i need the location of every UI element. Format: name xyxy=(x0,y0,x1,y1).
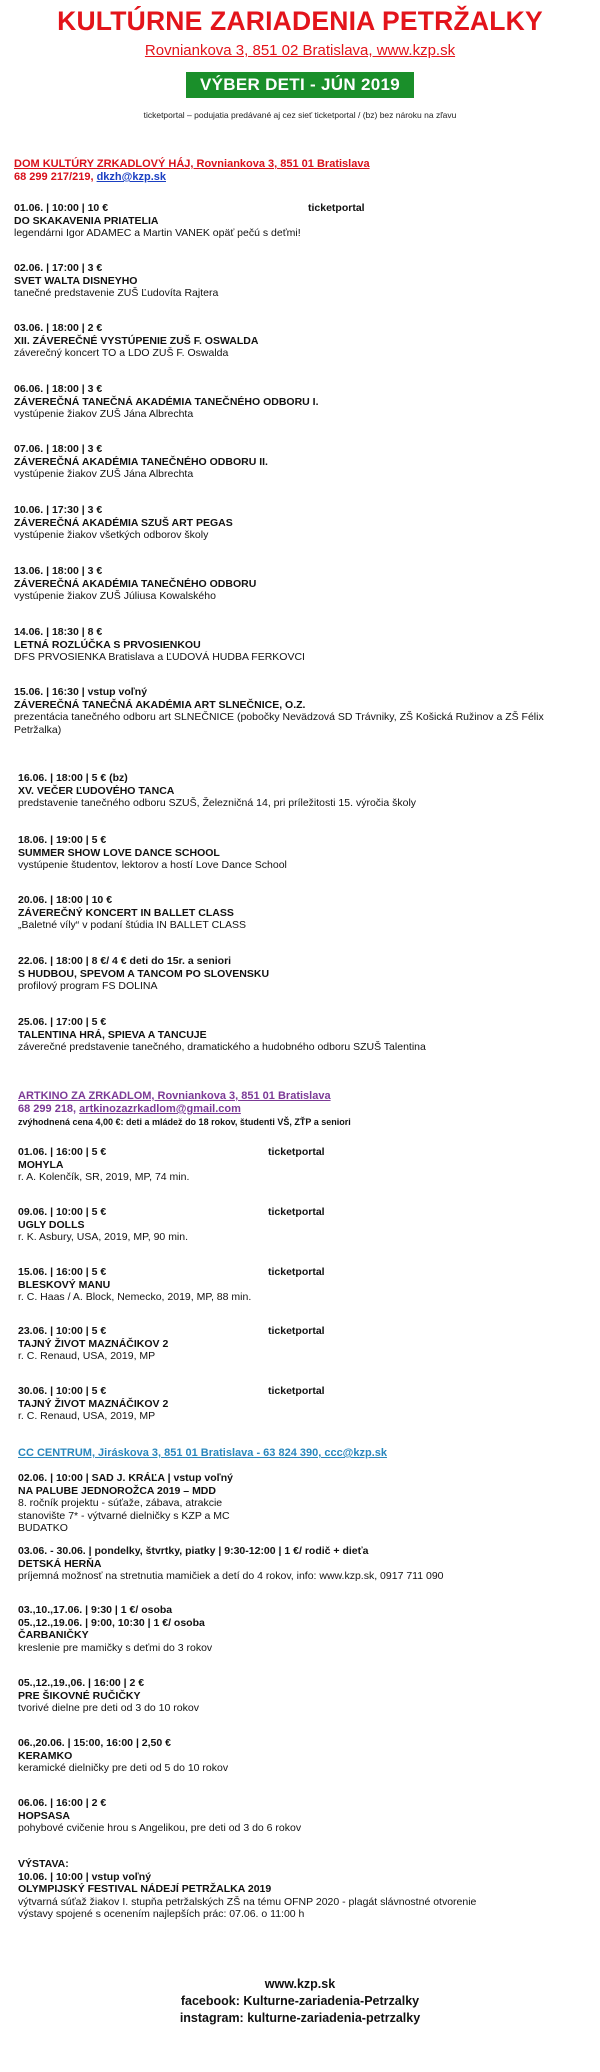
event-title: NA PALUBE JEDNOROŽCA 2019 – MDD xyxy=(18,1484,216,1497)
event-date: 03.06. | 18:00 | 2 € xyxy=(14,322,103,334)
event-date: 16.06. | 18:00 | 5 € (bz) xyxy=(18,772,128,784)
event-item xyxy=(14,202,592,240)
event-title: MOHYLA xyxy=(18,1158,64,1171)
event-title: ZÁVEREČNÁ AKADÉMIA TANEČNÉHO ODBORU xyxy=(14,577,257,590)
event-item xyxy=(18,1266,596,1304)
event-date: 06.06. | 18:00 | 3 € xyxy=(14,383,103,395)
event-title: SUMMER SHOW LOVE DANCE SCHOOL xyxy=(18,846,220,859)
ticketportal-label: ticketportal xyxy=(268,1385,325,1397)
event-desc: keramické dielničky pre deti od 5 do 10 rokov xyxy=(18,1762,229,1774)
event-desc: r. K. Asbury, USA, 2019, MP, 90 min. xyxy=(18,1231,189,1243)
event-item xyxy=(18,955,596,993)
event-title: ZÁVEREČNÁ AKADÉMIA TANEČNÉHO ODBORU II. xyxy=(14,455,268,468)
event-title: KERAMKO xyxy=(18,1749,73,1762)
event-desc: r. A. Kolenčík, SR, 2019, MP, 74 min. xyxy=(18,1171,190,1183)
event-date: 01.06. | 10:00 | 10 € ticketportal xyxy=(14,202,365,214)
event-date: 02.06. | 17:00 | 3 € xyxy=(14,262,103,274)
event-desc: profilový program FS DOLINA xyxy=(18,980,158,992)
event-date: 23.06. | 10:00 | 5 € ticketportal xyxy=(18,1325,325,1337)
event-desc: tanečné predstavenie ZUŠ Ľudovíta Rajtera xyxy=(14,287,219,299)
event-item xyxy=(18,1545,596,1583)
event-title: TAJNÝ ŽIVOT MAZNÁČIKOV 2 xyxy=(18,1337,169,1350)
event-item xyxy=(14,565,592,603)
section-email-link[interactable]: dkzh@kzp.sk xyxy=(96,171,166,183)
footer-instagram[interactable]: instagram: kulturne-zariadenia-petrzalky xyxy=(179,2011,421,2025)
event-desc: r. C. Haas / A. Block, Nemecko, 2019, MP, 88 min. xyxy=(18,1291,252,1303)
event-item xyxy=(14,504,592,542)
event-desc: vystúpenie žiakov ZUŠ Jána Albrechta xyxy=(14,468,194,480)
event-date-secondary: 05.,12.,19.06. | 9:00, 10:30 | 1 €/ osoba xyxy=(18,1616,205,1629)
month-banner: VÝBER DETI - JÚN 2019 xyxy=(186,72,414,98)
event-title: S HUDBOU, SPEVOM A TANCOM PO SLOVENSKU xyxy=(18,967,270,980)
event-item xyxy=(18,772,596,810)
event-title: DO SKAKAVENIA PRIATELIA xyxy=(14,214,159,227)
event-date: 02.06. | 10:00 | SAD J. KRÁĽA | vstup voľný xyxy=(18,1472,233,1484)
event-item xyxy=(18,1858,596,1921)
event-date: 22.06. | 18:00 | 8 €/ 4 € deti do 15r. a seniori xyxy=(18,955,232,967)
event-title: XII. ZÁVEREČNÉ VYSTÚPENIE ZUŠ F. OSWALDA xyxy=(14,334,259,347)
event-desc: výtvarná súťaž žiakov I. stupňa petržalských ZŠ na tému OFNP 2020 - plagát slávnostné otvorenie výstavy spojené s ocenením najlepších prác: 07.06. o 11:00 h xyxy=(18,1895,477,1920)
event-date: 09.06. | 10:00 | 5 € ticketportal xyxy=(18,1206,325,1218)
event-item xyxy=(18,894,596,932)
event-item xyxy=(18,1325,596,1363)
event-date: 18.06. | 19:00 | 5 € xyxy=(18,834,107,846)
event-desc: vystúpenie žiakov ZUŠ Júliusa Kowalského xyxy=(14,590,216,602)
section-title[interactable]: CC CENTRUM, Jiráskova 3, 851 01 Bratislava - 63 824 390, ccc@kzp.sk xyxy=(18,1447,388,1459)
ticketportal-label: ticketportal xyxy=(308,202,365,214)
event-desc: r. C. Renaud, USA, 2019, MP xyxy=(18,1410,156,1422)
event-desc: legendárni Igor ADAMEC a Martin VANEK opäť pečú s deťmi! xyxy=(14,227,301,239)
event-desc: vystúpenie žiakov ZUŠ Jána Albrechta xyxy=(14,408,194,420)
event-date: 20.06. | 18:00 | 10 € xyxy=(18,894,113,906)
event-date: 05.,12.,19.,06. | 16:00 | 2 € xyxy=(18,1677,145,1689)
event-title: BLESKOVÝ MANU xyxy=(18,1278,111,1291)
section-email-link[interactable]: artkinozazrkadlom@gmail.com xyxy=(79,1103,241,1115)
event-title: XV. VEČER ĽUDOVÉHO TANCA xyxy=(18,784,175,797)
event-item xyxy=(14,383,592,421)
event-item xyxy=(14,262,592,300)
section-title[interactable]: ARTKINO ZA ZRKADLOM, Rovniankova 3, 851 01 Bratislava xyxy=(18,1090,331,1102)
event-date: 03.,10.,17.06. | 9:30 | 1 €/ osoba xyxy=(18,1604,173,1616)
event-desc: vystúpenie žiakov všetkých odborov školy xyxy=(14,529,209,541)
event-desc: tvorivé dielne pre deti od 3 do 10 rokov xyxy=(18,1702,199,1714)
event-item xyxy=(14,443,592,481)
discount-note: zvýhodnená cena 4,00 €: deti a mládež do 18 rokov, študenti VŠ, ZŤP a seniori xyxy=(18,1117,351,1127)
event-title: PRE ŠIKOVNÉ RUČIČKY xyxy=(18,1689,141,1702)
event-item xyxy=(18,1737,596,1775)
event-date: 14.06. | 18:30 | 8 € xyxy=(14,626,103,638)
event-title: TAJNÝ ŽIVOT MAZNÁČIKOV 2 xyxy=(18,1397,169,1410)
event-item xyxy=(18,1016,596,1054)
header-address-link[interactable]: Rovniankova 3, 851 02 Bratislava, www.kzp.sk xyxy=(144,42,456,59)
event-title: ZÁVEREČNÁ TANEČNÁ AKADÉMIA ART SLNEČNICE, O.Z. xyxy=(14,698,306,711)
event-desc: záverečný koncert TO a LDO ZUŠ F. Oswalda xyxy=(14,347,229,359)
event-desc: 8. ročník projektu - súťaže, zábava, atrakcie stanovište 7* - výtvarné dielničky s KZP a MC BUDATKO xyxy=(18,1497,230,1534)
banner-wrap xyxy=(0,72,600,98)
event-date: 13.06. | 18:00 | 3 € xyxy=(14,565,103,577)
event-date: 07.06. | 18:00 | 3 € xyxy=(14,443,103,455)
section-contact xyxy=(14,171,592,184)
event-date: 10.06. | 17:30 | 3 € xyxy=(14,504,103,516)
event-date: 25.06. | 17:00 | 5 € xyxy=(18,1016,107,1028)
event-desc: prezentácia tanečného odboru art SLNEČNICE (pobočky Nevädzová SD Trávniky, ZŠ Košická Ružinov a ZŠ Félix Petržalka) xyxy=(14,711,544,736)
ticketportal-note: ticketportal – podujatia predávané aj cez sieť ticketportal / (bz) bez nároku na zľavu xyxy=(143,110,457,120)
section-phone: 68 299 217/219, xyxy=(14,171,97,183)
event-title: ČARBANIČKY xyxy=(18,1629,89,1641)
event-desc: záverečné predstavenie tanečného, dramatického a hudobného odboru SZUŠ Talentina xyxy=(18,1041,426,1053)
event-desc: DFS PRVOSIENKA Bratislava a ĽUDOVÁ HUDBA FERKOVCI xyxy=(14,651,305,663)
event-title: TALENTINA HRÁ, SPIEVA A TANCUJE xyxy=(18,1028,207,1041)
section-cc-centrum xyxy=(18,1447,596,1460)
section-title[interactable]: DOM KULTÚRY ZRKADLOVÝ HÁJ, Rovniankova 3, 851 01 Bratislava xyxy=(14,158,370,170)
event-title: DETSKÁ HERŇA xyxy=(18,1557,102,1570)
event-item xyxy=(18,1146,596,1184)
event-desc: kreslenie pre mamičky s deťmi do 3 rokov xyxy=(18,1641,213,1654)
section-artkino xyxy=(18,1090,596,1128)
page-title: KULTÚRNE ZARIADENIA PETRŽALKY xyxy=(57,6,543,36)
event-desc: vystúpenie študentov, lektorov a hostí Love Dance School xyxy=(18,859,287,871)
event-desc: príjemná možnosť na stretnutia mamičiek a detí do 4 rokov, info: www.kzp.sk, 0917 711 090 xyxy=(18,1570,444,1582)
event-item xyxy=(18,834,596,872)
ticketportal-label: ticketportal xyxy=(268,1266,325,1278)
event-desc: predstavenie tanečného odboru SZUŠ, Železničná 14, pri príležitosti 15. výročia školy xyxy=(18,797,417,809)
event-item xyxy=(14,686,592,736)
footer-web-link[interactable]: www.kzp.sk xyxy=(264,1977,336,1991)
event-title: ZÁVEREČNÁ TANEČNÁ AKADÉMIA TANEČNÉHO ODBORU I. xyxy=(14,395,319,408)
event-item xyxy=(18,1604,596,1654)
event-item xyxy=(18,1385,596,1423)
event-title: OLYMPIJSKÝ FESTIVAL NÁDEJÍ PETRŽALKA 2019 xyxy=(18,1883,272,1895)
event-date: 03.06. - 30.06. | pondelky, štvrtky, piatky | 9:30-12:00 | 1 €/ rodič + dieťa xyxy=(18,1545,369,1557)
event-item xyxy=(14,626,592,664)
section-contact xyxy=(18,1103,596,1116)
event-item xyxy=(18,1472,596,1535)
section-phone: 68 299 218, xyxy=(18,1103,80,1115)
event-item xyxy=(18,1206,596,1244)
event-date: 15.06. | 16:30 | vstup voľný xyxy=(14,686,148,698)
event-date: 30.06. | 10:00 | 5 € ticketportal xyxy=(18,1385,325,1397)
event-item xyxy=(14,322,592,360)
ticketportal-label: ticketportal xyxy=(268,1206,325,1218)
event-title: SVET WALTA DISNEYHO xyxy=(14,274,138,287)
event-desc: pohybové cvičenie hrou s Angelikou, pre deti od 3 do 6 rokov xyxy=(18,1822,302,1834)
ticketportal-label: ticketportal xyxy=(268,1146,325,1158)
section-dkzh xyxy=(14,158,592,184)
event-title: ZÁVEREČNÁ AKADÉMIA SZUŠ ART PEGAS xyxy=(14,516,233,529)
event-title: LETNÁ ROZLÚČKA S PRVOSIENKOU xyxy=(14,638,201,651)
event-title: HOPSASA xyxy=(18,1809,70,1822)
event-date: 06.,20.06. | 15:00, 16:00 | 2,50 € xyxy=(18,1737,171,1749)
event-desc: r. C. Renaud, USA, 2019, MP xyxy=(18,1350,156,1362)
event-label: VÝSTAVA: xyxy=(18,1858,69,1870)
footer-facebook[interactable]: facebook: Kulturne-zariadenia-Petrzalky xyxy=(180,1994,420,2008)
event-item xyxy=(18,1797,596,1835)
event-date: 15.06. | 16:00 | 5 € ticketportal xyxy=(18,1266,325,1278)
event-title: ZÁVEREČNÝ KONCERT IN BALLET CLASS xyxy=(18,906,234,919)
event-date: 10.06. | 10:00 | vstup voľný xyxy=(18,1870,152,1883)
event-desc: „Baletné víly“ v podaní štúdia IN BALLET CLASS xyxy=(18,919,247,931)
event-date: 06.06. | 16:00 | 2 € xyxy=(18,1797,107,1809)
event-date: 01.06. | 16:00 | 5 € ticketportal xyxy=(18,1146,325,1158)
event-item xyxy=(18,1677,596,1715)
ticketportal-label: ticketportal xyxy=(268,1325,325,1337)
event-title: UGLY DOLLS xyxy=(18,1218,85,1231)
